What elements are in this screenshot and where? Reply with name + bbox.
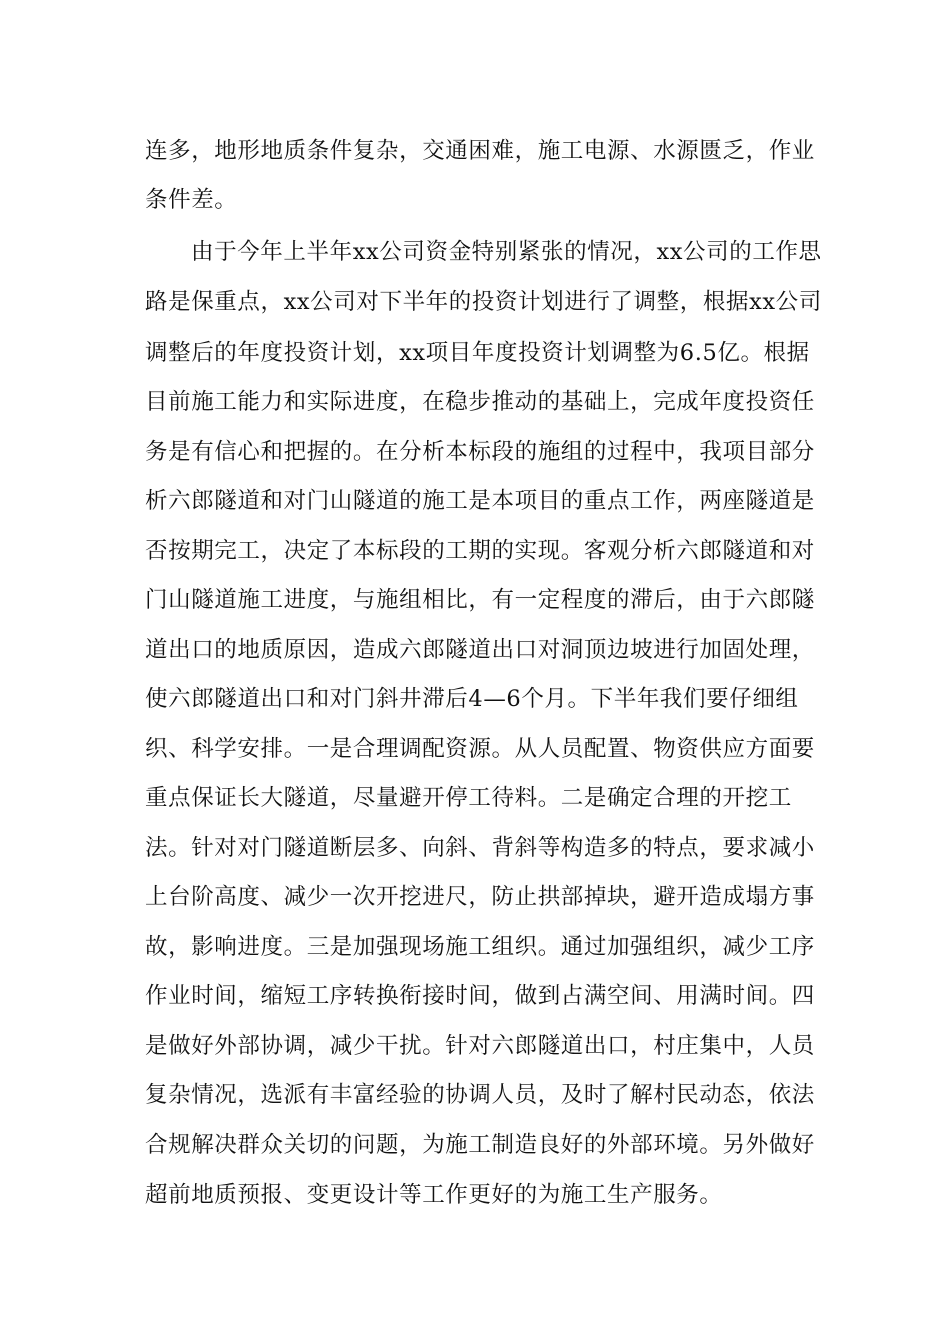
text-line: 门山隧道施工进度，与施组相比，有一定程度的滞后，由于六郎隧 bbox=[145, 587, 815, 613]
text-line: 务是有信心和把握的。在分析本标段的施组的过程中，我项目部分 bbox=[145, 439, 815, 465]
text-line: 析六郎隧道和对门山隧道的施工是本项目的重点工作，两座隧道是 bbox=[145, 488, 815, 514]
text-line: 目前施工能力和实际进度，在稳步推动的基础上，完成年度投资任 bbox=[145, 389, 815, 415]
text-line: 使六郎隧道出口和对门斜井滞后4—6个月。下半年我们要仔细组 bbox=[145, 686, 799, 712]
text-line: 作业时间，缩短工序转换衔接时间，做到占满空间、用满时间。四 bbox=[145, 983, 815, 1009]
text-line: 调整后的年度投资计划，xx项目年度投资计划调整为6.5亿。根据 bbox=[145, 340, 810, 366]
text-line: 重点保证长大隧道，尽量避开停工待料。二是确定合理的开挖工 bbox=[145, 785, 792, 811]
text-line: 否按期完工，决定了本标段的工期的实现。客观分析六郎隧道和对 bbox=[145, 538, 815, 564]
text-line: 复杂情况，选派有丰富经验的协调人员，及时了解村民动态，依法 bbox=[145, 1082, 815, 1108]
text-line: 故，影响进度。三是加强现场施工组织。通过加强组织，减少工序 bbox=[145, 934, 815, 960]
text-line: 法。针对对门隧道断层多、向斜、背斜等构造多的特点，要求减小 bbox=[145, 835, 815, 861]
text-line: 上台阶高度、减少一次开挖进尺，防止拱部掉块，避开造成塌方事 bbox=[145, 884, 815, 910]
text-line: 连多，地形地质条件复杂，交通困难，施工电源、水源匮乏，作业 bbox=[145, 138, 815, 164]
text-line: 路是保重点，xx公司对下半年的投资计划进行了调整，根据xx公司 bbox=[145, 289, 822, 315]
text-line: 合规解决群众关切的问题，为施工制造良好的外部环境。另外做好 bbox=[145, 1132, 815, 1158]
text-line: 是做好外部协调，减少干扰。针对六郎隧道出口，村庄集中，人员 bbox=[145, 1033, 815, 1059]
text-line: 条件差。 bbox=[145, 187, 238, 213]
text-line: 织、科学安排。一是合理调配资源。从人员配置、物资供应方面要 bbox=[145, 736, 815, 762]
text-line: 道出口的地质原因，造成六郎隧道出口对洞顶边坡进行加固处理， bbox=[145, 637, 815, 663]
text-line: 超前地质预报、变更设计等工作更好的为施工生产服务。 bbox=[145, 1182, 723, 1208]
paragraph-first-line: 由于今年上半年xx公司资金特别紧张的情况，xx公司的工作思 bbox=[191, 239, 822, 265]
